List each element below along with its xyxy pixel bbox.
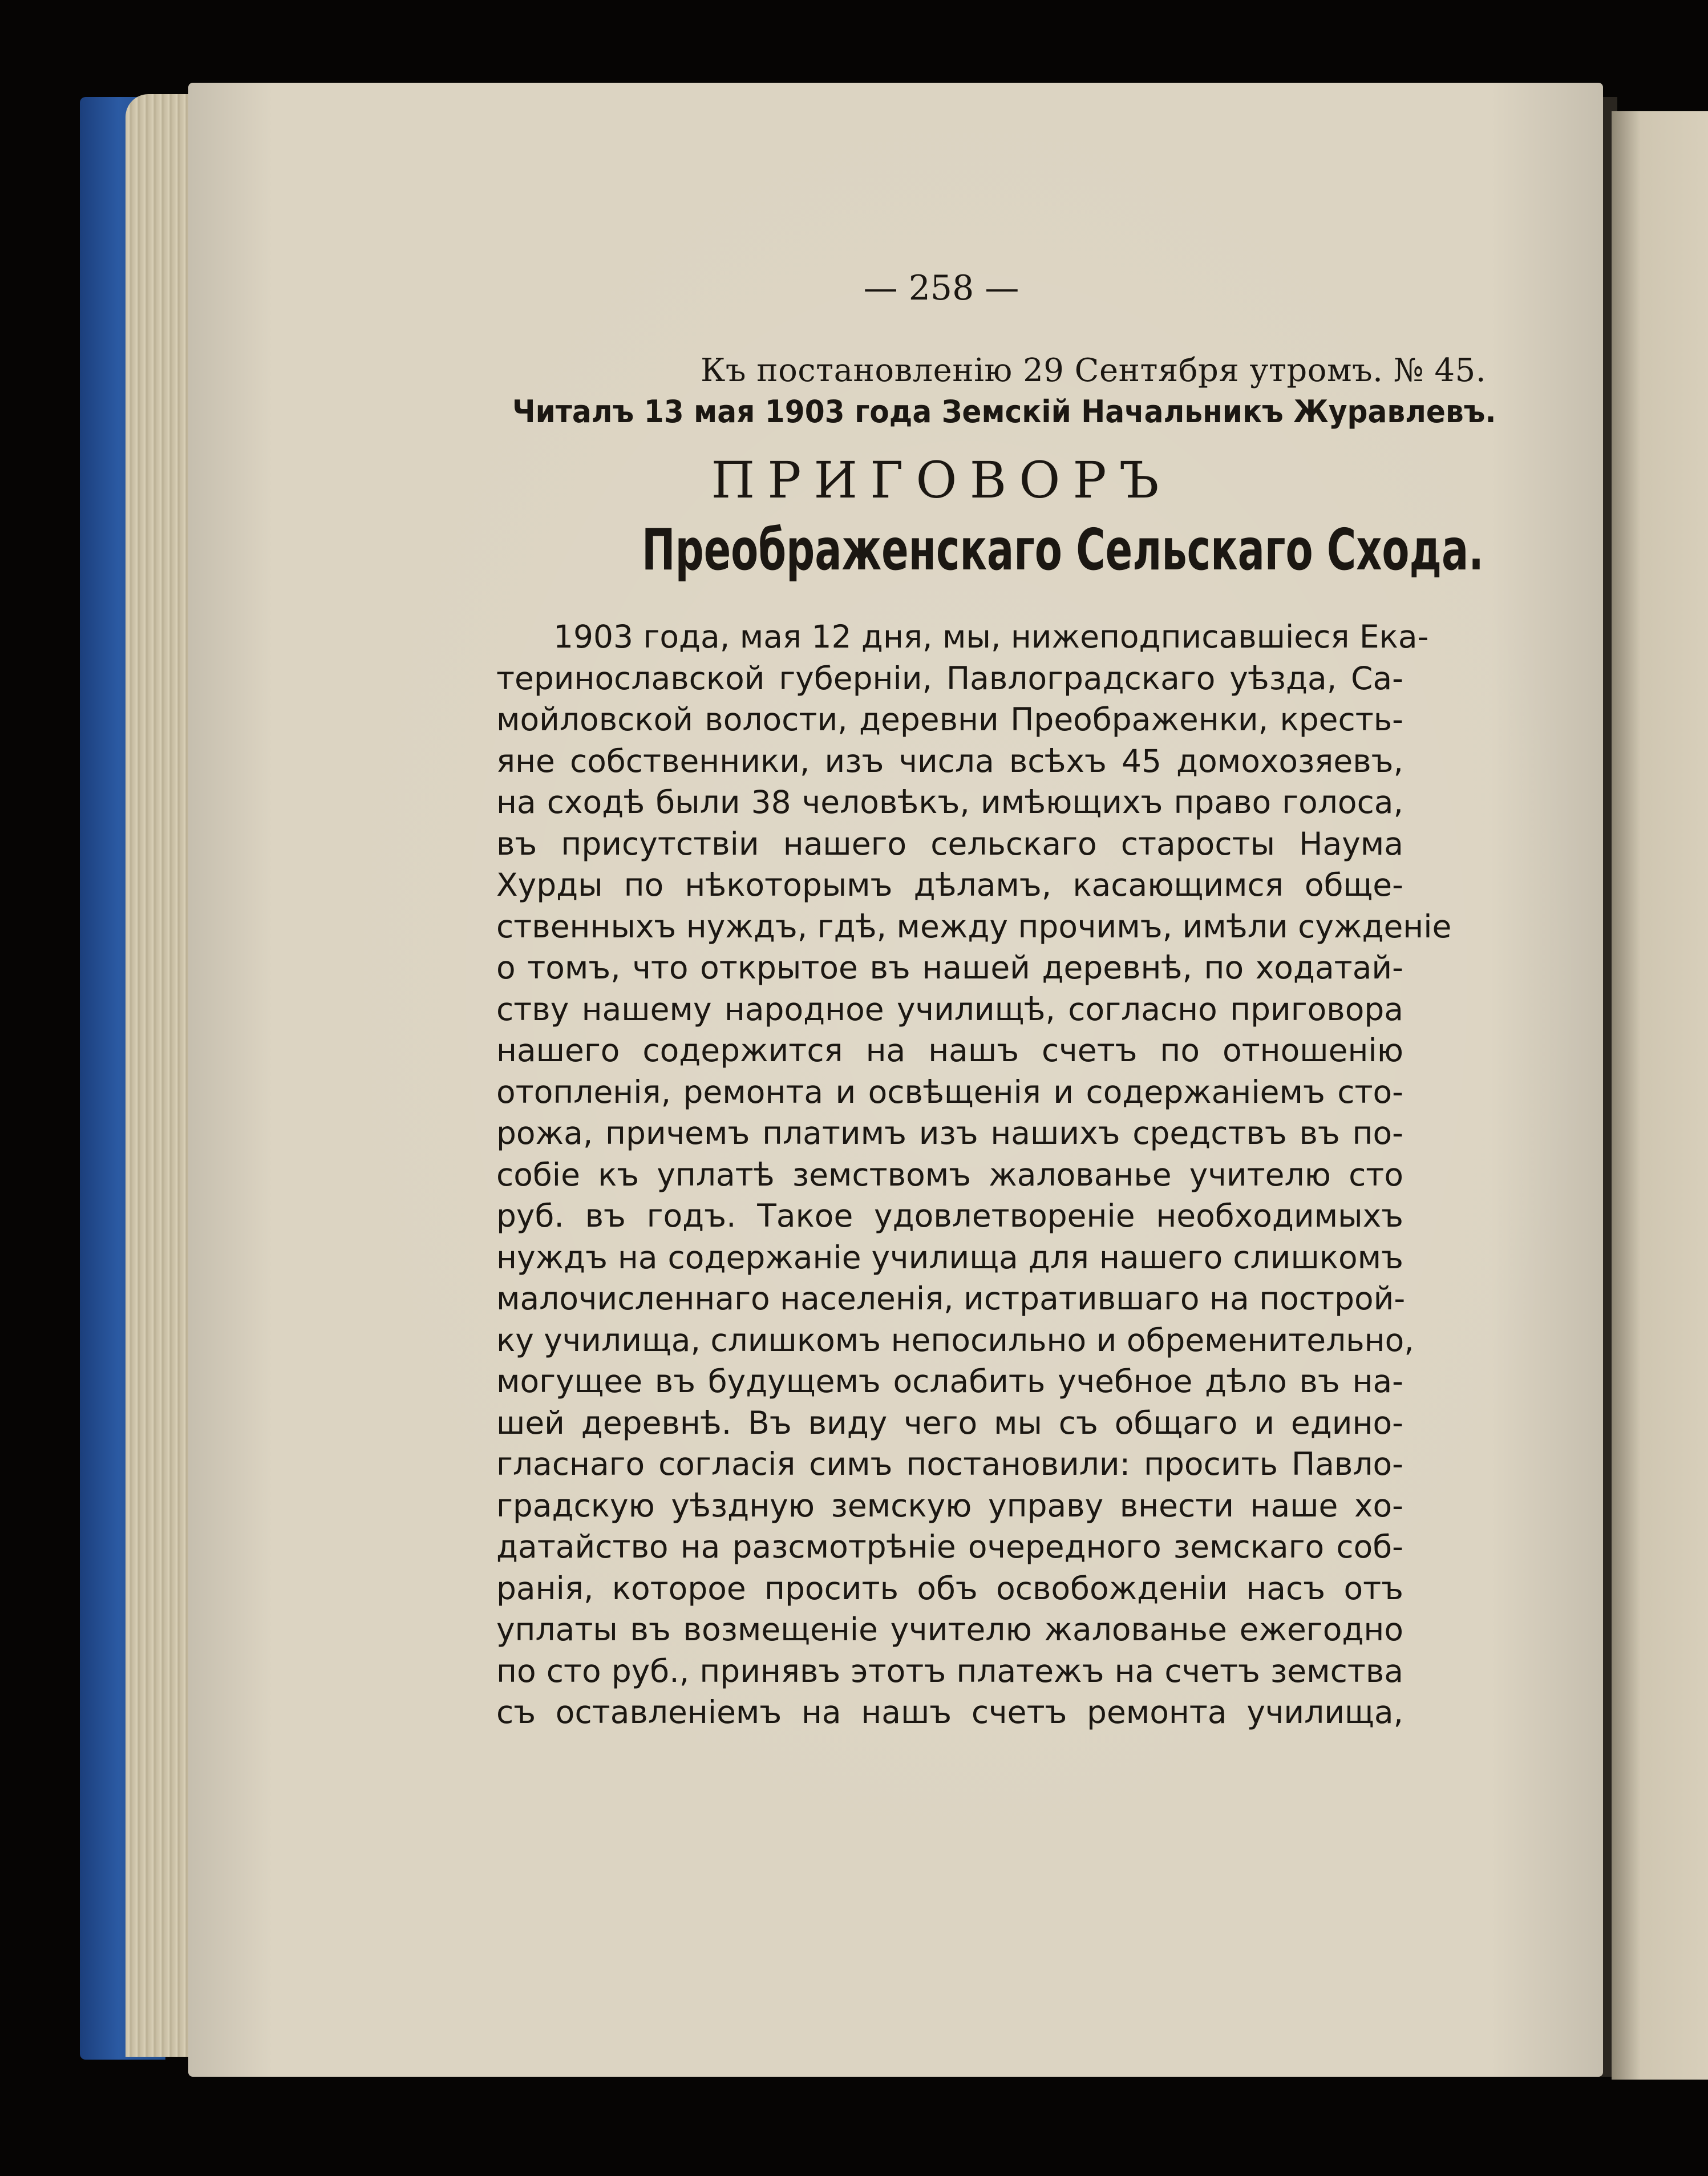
page-number: — 258 — [863,268,1019,308]
body-line: ству нашему народное училищѣ, согласно приговора [496,990,1403,1028]
body-line: нашего содержится на нашъ счетъ по отношенію [496,1032,1403,1069]
body-line: теринославской губерніи, Павлоградскаго уѣзда, Са- [496,660,1403,697]
document-subtitle: Преображенскаго Сельскаго Схода. [642,516,1484,583]
body-line: собіе къ уплатѣ земствомъ жалованье учителю сто [496,1156,1403,1193]
body-line: руб. въ годъ. Такое удовлетвореніе необходимыхъ [496,1198,1403,1234]
body-line: ку училища, слишкомъ непосильно и обременительно, [496,1321,1414,1358]
body-line: съ оставленіемъ на нашъ счетъ ремонта училища, [496,1694,1403,1730]
body-line: датайство на разсмотрѣніе очередного земскаго соб- [496,1528,1403,1565]
body-line: мойловской волости, деревни Преображенки, кресть- [496,701,1403,738]
body-line: въ присутствіи нашего сельскаго старосты Наума [496,825,1403,862]
facing-page [1612,111,1708,2080]
document-title: ПРИГОВОРЪ [711,451,1172,509]
body-line: Хурды по нѣкоторымъ дѣламъ, касающимся обще- [496,867,1403,903]
body-line: уплаты въ возмещеніе учителю жалованье ежегодно [496,1611,1403,1648]
body-line: могущее въ будущемъ ослабить учебное дѣло въ на- [496,1363,1403,1400]
body-line: на сходѣ были 38 человѣкъ, имѣющихъ право голоса, [496,784,1403,820]
body-line: ственныхъ нуждъ, гдѣ, между прочимъ, имѣли сужденіе [496,908,1452,945]
reader-line: Читалъ 13 мая 1903 года Земскій Начальникъ Журавлевъ. [512,394,1496,430]
reference-line: Къ постановленію 29 Сентября утромъ. № 45. [701,352,1487,389]
body-line: отопленія, ремонта и освѣщенія и содержаніемъ сто- [496,1073,1403,1110]
body-line: по сто руб., принявъ этотъ платежъ на счетъ земства [496,1652,1403,1689]
body-line: рожа, причемъ платимъ изъ нашихъ средствъ въ по- [496,1115,1403,1151]
body-line: шей деревнѣ. Въ виду чего мы съ общаго и едино- [496,1404,1403,1441]
body-line: 1903 года, мая 12 дня, мы, нижеподписавшіеся Ека- [553,618,1429,655]
body-line: гласнаго согласія симъ постановили: просить Павло- [496,1446,1403,1482]
body-line: яне собственники, изъ числа всѣхъ 45 домохозяевъ, [496,742,1403,779]
body-line: градскую уѣздную земскую управу внести наше хо- [496,1487,1403,1524]
body-line: нуждъ на содержаніе училища для нашего слишкомъ [496,1239,1403,1276]
body-line: о томъ, что открытое въ нашей деревнѣ, по ходатай- [496,949,1403,986]
body-line: ранія, которое просить объ освобожденіи насъ отъ [496,1570,1403,1607]
body-text [496,616,1452,1733]
body-line: малочисленнаго населенія, истратившаго на построй- [496,1280,1406,1317]
